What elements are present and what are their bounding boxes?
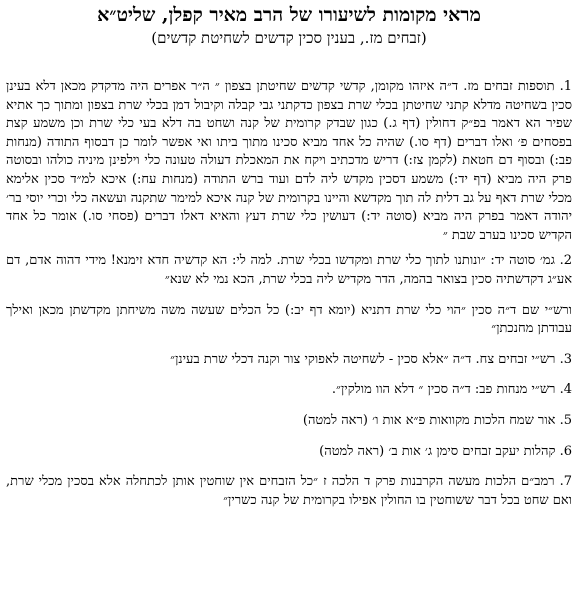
- document-body: [6, 78, 572, 510]
- paragraph-4: 4. רש״י מנחות פב: ד״ה סכין ״ דלא הוו מולקין״.: [331, 382, 572, 398]
- paragraph-5: 5. אור שמח הלכות מקוואות פ״א אות ו׳ (ראה למטה): [302, 412, 572, 428]
- document-subtitle: (זבחים מז., בענין סכין קדשים לשחיטת קדשים): [151, 29, 427, 47]
- paragraph-7: 7. רמב״ם הלכות מעשה הקרבנות פרק ד הלכה ז ״כל הזבחים אין שוחטין אותן לכתחלה אלא בסכין מכלי שרת, ואם שחט בכל דבר ששוחטין בו החולין אפילו בקרומית של קנה כשרין״: [6, 474, 572, 508]
- document-title: מראי מקומות לשיעורו של הרב מאיר קפלן, שליט״א: [97, 4, 481, 26]
- paragraph-2-rashi: ורש״י שם ד״ה סכין ״הוי כלי שרת דתניא (יומא דף יב:) כל הכלים שעשה משה משיחתן מקדשתן מכאן ואילך עבודתן מחנכתן״: [6, 302, 572, 337]
- paragraph-2: 2. גמ׳ סוטה יד: ״ונותנו לתוך כלי שרת ומקדשו בכלי שרת. למה לי: הא קדשיה חדא זימנא! מידי דהוה אדם, דם אע״ג דקדשתיה סכין בצואר בהמה, הדר מקדיש ליה בכלי שרת, הכא נמי לא שנא״: [6, 253, 572, 287]
- paragraph-1: 1. תוספות זבחים מז. ד״ה איזהו מקומן, קדשי קדשים שחיטתן בצפון ״ ה״ר אפרים היה מדקדק מכאן דלא בעינן סכין בשחיטה מדלא קתני שחיטתן בכלי שרת בצפון כדקתני גבי קבלה וקיבול דמן בכלי שרת בצפון ומתוך כך אתיא שפיר הא דאמר בפ״ק דחולין (דף ג.) כגון שבדק קרומית של קנה ושחט בה דלא בעי כלי שרת וכן משמע קצת בפסחים פ׳ ואלו דברים (דף סו.) שהיה כל אחד מביא סכינו מתוך ביתו ואי אפשר לומר כן דבסוף התודה (מנחות פב:) ובסוף דם חטאת (לקמן צז:) דריש מדכתיב ויקח את המאכלת דעולה טעונה כלי וילפינן מיניה כולהו ובסוטה פרק היה מביא (דף יד:) משמע דסכין מקדש ליה לדם ועוד ברש התודה (מנחות עח:) איכא למ״ד סכין אלימא מכלי שרת דאף על גב דלית לה תוך מקדשא והיינו בקרומית של קנה איכא למימר שתקנה ועשאה כלי וכרי יוסי בר׳ יהודה דאמר בפרק היה מביא (סוטה יד:) דעושין כלי שרת דעץ והאיא דאלו דברים (פסחי סו.) אומר כל אחד הקדיש סכינו בערב שבת ״: [6, 79, 572, 243]
- document-page: [0, 3, 578, 595]
- paragraph-6: 6. קהלות יעקב זבחים סימן ג׳ אות ב׳ (ראה למטה): [319, 443, 572, 459]
- paragraph-3: 3. רש״י זבחים צח. ד״ה ״אלא סכין - לשחיטה לאפוקי צור וקנה דכלי שרת בעינן״: [170, 351, 572, 367]
